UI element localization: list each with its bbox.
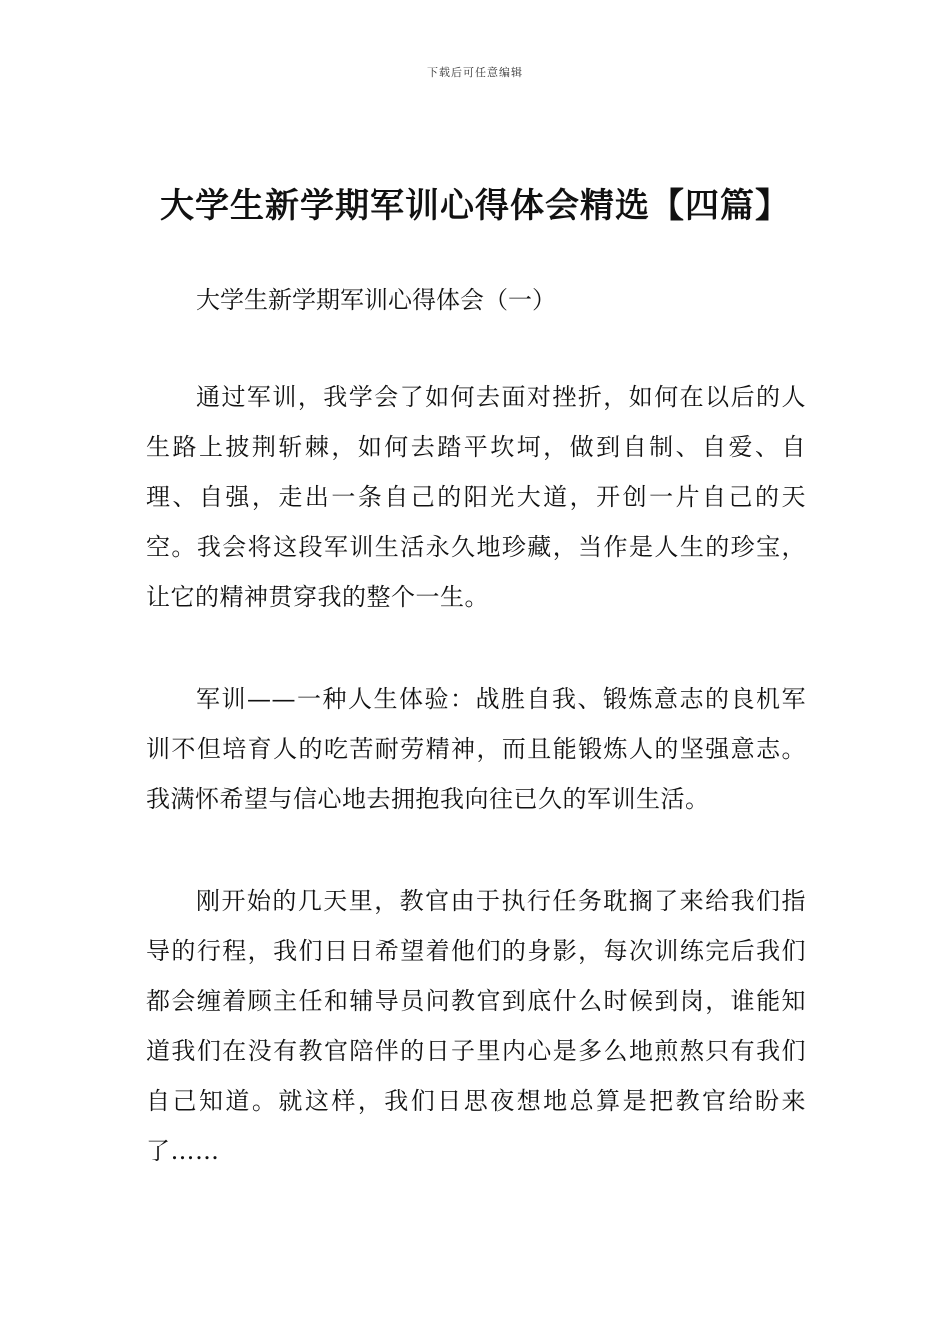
section-heading: 大学生新学期军训心得体会（一） [196,286,556,314]
paragraph-3: 刚开始的几天里，教官由于执行任务耽搁了来给我们指导的行程，我们日日希望着他们的身影，每次训练完后我们都会缠着顾主任和辅导员问教官到底什么时候到岗，谁能知道我们在没有教官陪伴的日子里内心是多么地煎熬只有我们自己知道。就这样，我们日思夜想地总算是把教官给盼来了…… [146,887,806,1165]
document-body [146,280,806,1228]
document-title: 大学生新学期军训心得体会精选【四篇】 [160,186,790,226]
paragraph-2: 军训——一种人生体验：战胜自我、锻炼意志的良机军训不但培育人的吃苦耐劳精神，而且能锻炼人的坚强意志。我满怀希望与信心地去拥抱我向往已久的军训生活。 [146,685,806,813]
paragraph-1: 通过军训，我学会了如何去面对挫折，如何在以后的人生路上披荆斩棘，如何去踏平坎坷，做到自制、自爱、自理、自强，走出一条自己的阳光大道，开创一片自己的天空。我会将这段军训生活永久地珍藏，当作是人生的珍宝，让它的精神贯穿我的整个一生。 [146,383,806,611]
header-note: 下载后可任意编辑 [427,66,523,79]
